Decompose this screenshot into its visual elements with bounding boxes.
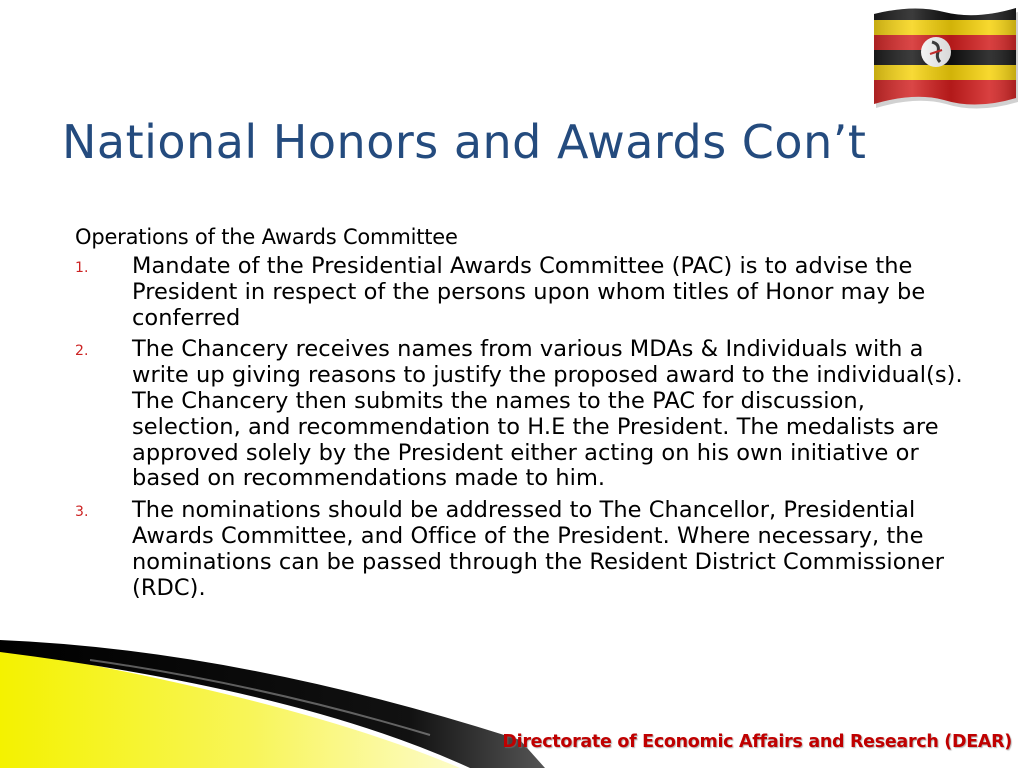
uganda-flag-icon [866,2,1020,110]
list-item [75,254,980,331]
list-item-number: 2. [75,343,89,360]
slide-title: National Honors and Awards Con’t [62,115,867,169]
list-item-text: Mandate of the Presidential Awards Committee (PAC) is to advise the President in respect of the persons upon whom titles of Honor may be conferred [132,253,926,331]
section-heading: Operations of the Awards Committee [75,225,458,249]
list-item [75,337,980,492]
footer-organization: Directorate of Economic Affairs and Research (DEAR) [502,732,1012,752]
list-item [75,498,980,601]
list-item-text: The nominations should be addressed to The Chancellor, Presidential Awards Committee, and Office of the President. Where necessary, the nominations can be passed through the Resident District Commissioner (RDC). [132,497,945,601]
list-item-text: The Chancery receives names from various MDAs & Individuals with a write up giving reasons to justify the proposed award to the individual(s). The Chancery then submits the names to the PAC for discussion, selection, and recommendation to H.E the President. The medalists are approved solely by the President either acting on his own initiative or based on recommendations made to him. [132,336,963,492]
list-item-number: 1. [75,260,89,276]
list-item-number: 3. [75,504,89,521]
numbered-list [75,254,980,601]
slide-body [75,222,980,607]
